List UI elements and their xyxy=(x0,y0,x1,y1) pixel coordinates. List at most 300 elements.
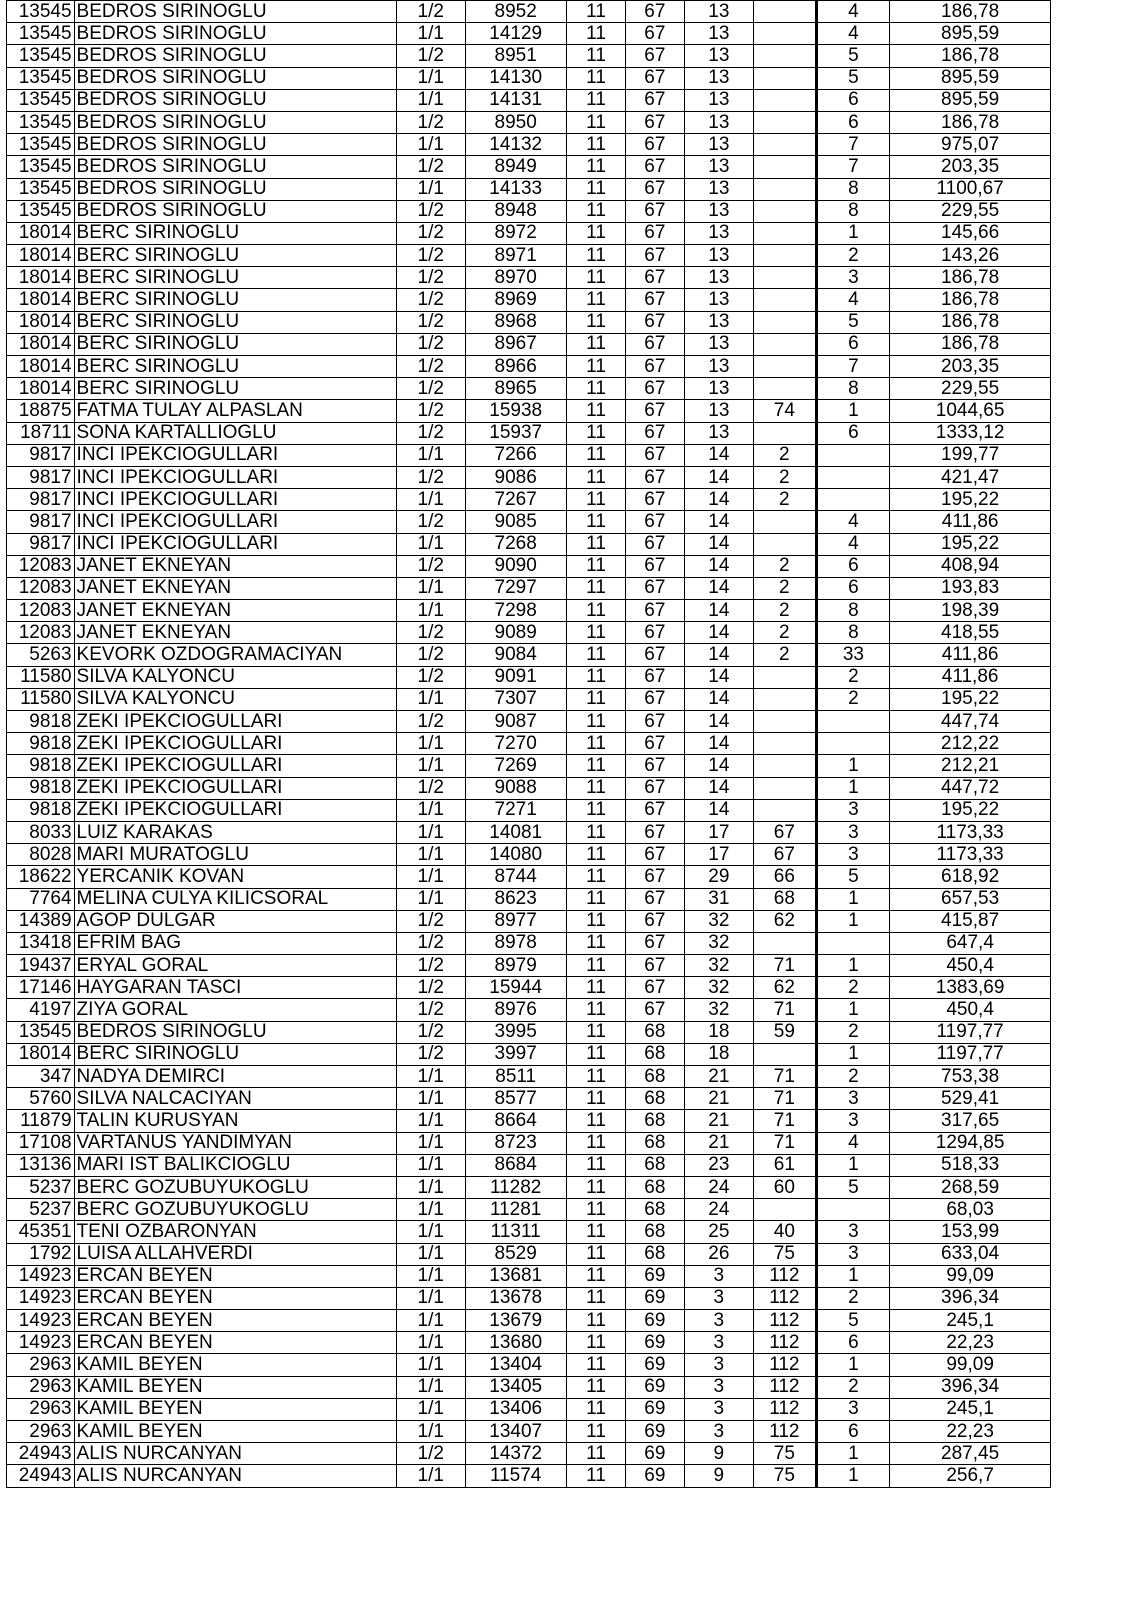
parcel-number-cell: 9086 xyxy=(465,466,566,488)
table-row xyxy=(7,222,1051,244)
parcel-number-cell: 8966 xyxy=(465,356,566,378)
parcel-number-cell: 8972 xyxy=(465,222,566,244)
share-cell: 1/1 xyxy=(396,444,465,466)
zone-cell: 11 xyxy=(566,1465,625,1487)
table-row xyxy=(7,910,1051,932)
section-cell: 13 xyxy=(684,111,754,133)
lot-cell: 1 xyxy=(816,400,890,422)
share-cell: 1/1 xyxy=(396,1376,465,1398)
owner-name-cell: KAMIL BEYEN xyxy=(74,1354,396,1376)
plot-cell xyxy=(754,1199,816,1221)
amount-cell: 1173,33 xyxy=(890,821,1051,843)
amount-cell: 1173,33 xyxy=(890,844,1051,866)
zone-cell: 11 xyxy=(566,1443,625,1465)
owner-name-cell: JANET EKNEYAN xyxy=(74,555,396,577)
owner-name-cell: HAYGARAN TASCI xyxy=(74,977,396,999)
amount-cell: 447,72 xyxy=(890,777,1051,799)
block-cell: 67 xyxy=(626,577,684,599)
plot-cell xyxy=(754,111,816,133)
record-id-cell: 9818 xyxy=(7,711,75,733)
lot-cell: 1 xyxy=(816,1043,890,1065)
record-id-cell: 45351 xyxy=(7,1221,75,1243)
block-cell: 67 xyxy=(626,489,684,511)
amount-cell: 1333,12 xyxy=(890,422,1051,444)
zone-cell: 11 xyxy=(566,555,625,577)
owner-name-cell: EFRIM BAG xyxy=(74,932,396,954)
table-row xyxy=(7,200,1051,222)
record-id-cell: 24943 xyxy=(7,1443,75,1465)
block-cell: 67 xyxy=(626,622,684,644)
amount-cell: 618,92 xyxy=(890,866,1051,888)
amount-cell: 245,1 xyxy=(890,1398,1051,1420)
owner-name-cell: BERC SIRINOGLU xyxy=(74,267,396,289)
block-cell: 67 xyxy=(626,888,684,910)
owner-name-cell: BEDROS SIRINOGLU xyxy=(74,45,396,67)
zone-cell: 11 xyxy=(566,267,625,289)
zone-cell: 11 xyxy=(566,821,625,843)
block-cell: 68 xyxy=(626,1110,684,1132)
share-cell: 1/1 xyxy=(396,178,465,200)
lot-cell: 8 xyxy=(816,378,890,400)
section-cell: 32 xyxy=(684,955,754,977)
section-cell: 14 xyxy=(684,777,754,799)
block-cell: 67 xyxy=(626,555,684,577)
parcel-number-cell: 8978 xyxy=(465,932,566,954)
lot-cell: 4 xyxy=(816,533,890,555)
amount-cell: 193,83 xyxy=(890,577,1051,599)
share-cell: 1/2 xyxy=(396,422,465,444)
block-cell: 67 xyxy=(626,733,684,755)
parcel-number-cell: 7307 xyxy=(465,688,566,710)
table-row xyxy=(7,622,1051,644)
parcel-number-cell: 8965 xyxy=(465,378,566,400)
block-cell: 67 xyxy=(626,666,684,688)
parcel-number-cell: 14372 xyxy=(465,1443,566,1465)
block-cell: 68 xyxy=(626,1043,684,1065)
parcel-number-cell: 9091 xyxy=(465,666,566,688)
table-row xyxy=(7,1176,1051,1198)
plot-cell xyxy=(754,89,816,111)
record-id-cell: 12083 xyxy=(7,555,75,577)
section-cell: 3 xyxy=(684,1265,754,1287)
amount-cell: 408,94 xyxy=(890,555,1051,577)
share-cell: 1/2 xyxy=(396,1021,465,1043)
record-id-cell: 2963 xyxy=(7,1421,75,1443)
share-cell: 1/1 xyxy=(396,23,465,45)
record-id-cell: 12083 xyxy=(7,600,75,622)
block-cell: 68 xyxy=(626,1132,684,1154)
table-row xyxy=(7,267,1051,289)
record-id-cell: 18711 xyxy=(7,422,75,444)
section-cell: 23 xyxy=(684,1154,754,1176)
plot-cell: 74 xyxy=(754,400,816,422)
zone-cell: 11 xyxy=(566,888,625,910)
owner-name-cell: SILVA KALYONCU xyxy=(74,688,396,710)
section-cell: 13 xyxy=(684,45,754,67)
section-cell: 14 xyxy=(684,711,754,733)
plot-cell: 62 xyxy=(754,910,816,932)
record-id-cell: 347 xyxy=(7,1066,75,1088)
share-cell: 1/1 xyxy=(396,1465,465,1487)
plot-cell: 2 xyxy=(754,622,816,644)
lot-cell: 6 xyxy=(816,577,890,599)
share-cell: 1/2 xyxy=(396,1043,465,1065)
plot-cell: 75 xyxy=(754,1443,816,1465)
amount-cell: 245,1 xyxy=(890,1310,1051,1332)
owner-name-cell: ERCAN BEYEN xyxy=(74,1310,396,1332)
parcel-number-cell: 13407 xyxy=(465,1421,566,1443)
record-id-cell: 14923 xyxy=(7,1310,75,1332)
owner-name-cell: BEDROS SIRINOGLU xyxy=(74,1021,396,1043)
parcel-number-cell: 14080 xyxy=(465,844,566,866)
share-cell: 1/1 xyxy=(396,844,465,866)
table-row xyxy=(7,489,1051,511)
owner-name-cell: BERC SIRINOGLU xyxy=(74,333,396,355)
block-cell: 67 xyxy=(626,688,684,710)
plot-cell: 61 xyxy=(754,1154,816,1176)
parcel-number-cell: 8511 xyxy=(465,1066,566,1088)
lot-cell xyxy=(816,733,890,755)
zone-cell: 11 xyxy=(566,422,625,444)
amount-cell: 1197,77 xyxy=(890,1043,1051,1065)
amount-cell: 895,59 xyxy=(890,89,1051,111)
owner-name-cell: JANET EKNEYAN xyxy=(74,577,396,599)
section-cell: 24 xyxy=(684,1199,754,1221)
parcel-number-cell: 9088 xyxy=(465,777,566,799)
owner-name-cell: MELINA CULYA KILICSORAL xyxy=(74,888,396,910)
section-cell: 21 xyxy=(684,1132,754,1154)
plot-cell: 66 xyxy=(754,866,816,888)
block-cell: 67 xyxy=(626,111,684,133)
lot-cell: 5 xyxy=(816,45,890,67)
zone-cell: 11 xyxy=(566,333,625,355)
plot-cell: 2 xyxy=(754,577,816,599)
block-cell: 68 xyxy=(626,1176,684,1198)
plot-cell xyxy=(754,1,816,23)
zone-cell: 11 xyxy=(566,622,625,644)
block-cell: 67 xyxy=(626,356,684,378)
parcel-number-cell: 7271 xyxy=(465,799,566,821)
lot-cell: 3 xyxy=(816,1398,890,1420)
plot-cell: 62 xyxy=(754,977,816,999)
parcel-number-cell: 8969 xyxy=(465,289,566,311)
share-cell: 1/2 xyxy=(396,622,465,644)
amount-cell: 153,99 xyxy=(890,1221,1051,1243)
lot-cell: 5 xyxy=(816,866,890,888)
parcel-number-cell: 13679 xyxy=(465,1310,566,1332)
zone-cell: 11 xyxy=(566,178,625,200)
record-id-cell: 18014 xyxy=(7,222,75,244)
section-cell: 13 xyxy=(684,178,754,200)
block-cell: 67 xyxy=(626,200,684,222)
zone-cell: 11 xyxy=(566,844,625,866)
parcel-number-cell: 3995 xyxy=(465,1021,566,1043)
section-cell: 13 xyxy=(684,1,754,23)
owner-name-cell: BEDROS SIRINOGLU xyxy=(74,134,396,156)
table-row xyxy=(7,799,1051,821)
share-cell: 1/1 xyxy=(396,1421,465,1443)
table-row xyxy=(7,1310,1051,1332)
block-cell: 67 xyxy=(626,799,684,821)
lot-cell: 8 xyxy=(816,178,890,200)
share-cell: 1/1 xyxy=(396,1243,465,1265)
amount-cell: 22,23 xyxy=(890,1421,1051,1443)
section-cell: 14 xyxy=(684,622,754,644)
block-cell: 68 xyxy=(626,1199,684,1221)
owner-name-cell: BERC SIRINOGLU xyxy=(74,222,396,244)
section-cell: 14 xyxy=(684,799,754,821)
plot-cell: 71 xyxy=(754,1066,816,1088)
plot-cell: 2 xyxy=(754,444,816,466)
section-cell: 14 xyxy=(684,466,754,488)
zone-cell: 11 xyxy=(566,1310,625,1332)
record-id-cell: 18014 xyxy=(7,245,75,267)
block-cell: 67 xyxy=(626,777,684,799)
record-id-cell: 19437 xyxy=(7,955,75,977)
plot-cell xyxy=(754,245,816,267)
record-id-cell: 12083 xyxy=(7,622,75,644)
zone-cell: 11 xyxy=(566,1066,625,1088)
plot-cell: 59 xyxy=(754,1021,816,1043)
block-cell: 67 xyxy=(626,932,684,954)
section-cell: 13 xyxy=(684,333,754,355)
block-cell: 67 xyxy=(626,333,684,355)
block-cell: 68 xyxy=(626,1021,684,1043)
share-cell: 1/1 xyxy=(396,1110,465,1132)
record-id-cell: 8033 xyxy=(7,821,75,843)
parcel-number-cell: 13681 xyxy=(465,1265,566,1287)
share-cell: 1/1 xyxy=(396,1354,465,1376)
lot-cell: 1 xyxy=(816,1354,890,1376)
zone-cell: 11 xyxy=(566,1398,625,1420)
plot-cell xyxy=(754,356,816,378)
plot-cell xyxy=(754,711,816,733)
lot-cell xyxy=(816,1199,890,1221)
zone-cell: 11 xyxy=(566,23,625,45)
lot-cell: 5 xyxy=(816,1310,890,1332)
owner-name-cell: BEDROS SIRINOGLU xyxy=(74,178,396,200)
block-cell: 67 xyxy=(626,289,684,311)
lot-cell: 8 xyxy=(816,622,890,644)
lot-cell: 1 xyxy=(816,1443,890,1465)
amount-cell: 418,55 xyxy=(890,622,1051,644)
block-cell: 67 xyxy=(626,23,684,45)
lot-cell: 2 xyxy=(816,688,890,710)
section-cell: 21 xyxy=(684,1110,754,1132)
lot-cell: 2 xyxy=(816,977,890,999)
table-row xyxy=(7,711,1051,733)
zone-cell: 11 xyxy=(566,1332,625,1354)
amount-cell: 317,65 xyxy=(890,1110,1051,1132)
parcel-number-cell: 8951 xyxy=(465,45,566,67)
record-id-cell: 18875 xyxy=(7,400,75,422)
share-cell: 1/2 xyxy=(396,777,465,799)
record-id-cell: 9818 xyxy=(7,799,75,821)
table-row xyxy=(7,378,1051,400)
block-cell: 67 xyxy=(626,821,684,843)
section-cell: 24 xyxy=(684,1176,754,1198)
lot-cell: 4 xyxy=(816,511,890,533)
share-cell: 1/1 xyxy=(396,1221,465,1243)
section-cell: 14 xyxy=(684,600,754,622)
lot-cell: 4 xyxy=(816,289,890,311)
block-cell: 67 xyxy=(626,711,684,733)
owner-name-cell: KAMIL BEYEN xyxy=(74,1376,396,1398)
share-cell: 1/1 xyxy=(396,1088,465,1110)
section-cell: 17 xyxy=(684,821,754,843)
zone-cell: 11 xyxy=(566,577,625,599)
amount-cell: 657,53 xyxy=(890,888,1051,910)
plot-cell: 2 xyxy=(754,644,816,666)
plot-cell xyxy=(754,222,816,244)
zone-cell: 11 xyxy=(566,156,625,178)
amount-cell: 195,22 xyxy=(890,489,1051,511)
plot-cell xyxy=(754,378,816,400)
table-row xyxy=(7,245,1051,267)
zone-cell: 11 xyxy=(566,1088,625,1110)
table-row xyxy=(7,666,1051,688)
share-cell: 1/2 xyxy=(396,666,465,688)
block-cell: 68 xyxy=(626,1154,684,1176)
record-id-cell: 13545 xyxy=(7,1,75,23)
record-id-cell: 13418 xyxy=(7,932,75,954)
section-cell: 13 xyxy=(684,311,754,333)
parcel-number-cell: 7298 xyxy=(465,600,566,622)
table-row xyxy=(7,511,1051,533)
owner-name-cell: ERYAL GORAL xyxy=(74,955,396,977)
owner-name-cell: TENI OZBARONYAN xyxy=(74,1221,396,1243)
block-cell: 68 xyxy=(626,1088,684,1110)
zone-cell: 11 xyxy=(566,600,625,622)
record-id-cell: 18014 xyxy=(7,378,75,400)
lot-cell xyxy=(816,932,890,954)
plot-cell: 71 xyxy=(754,1110,816,1132)
block-cell: 67 xyxy=(626,67,684,89)
section-cell: 13 xyxy=(684,267,754,289)
table-row xyxy=(7,111,1051,133)
zone-cell: 11 xyxy=(566,222,625,244)
share-cell: 1/2 xyxy=(396,356,465,378)
plot-cell: 71 xyxy=(754,955,816,977)
parcel-number-cell: 8723 xyxy=(465,1132,566,1154)
table-row xyxy=(7,1332,1051,1354)
lot-cell: 3 xyxy=(816,844,890,866)
plot-cell xyxy=(754,178,816,200)
share-cell: 1/1 xyxy=(396,1398,465,1420)
property-records-table xyxy=(6,0,1051,1488)
section-cell: 13 xyxy=(684,23,754,45)
zone-cell: 11 xyxy=(566,111,625,133)
plot-cell: 112 xyxy=(754,1287,816,1309)
table-row xyxy=(7,1376,1051,1398)
zone-cell: 11 xyxy=(566,1154,625,1176)
zone-cell: 11 xyxy=(566,444,625,466)
lot-cell: 3 xyxy=(816,1110,890,1132)
section-cell: 21 xyxy=(684,1088,754,1110)
amount-cell: 186,78 xyxy=(890,333,1051,355)
plot-cell: 67 xyxy=(754,821,816,843)
record-id-cell: 13545 xyxy=(7,1021,75,1043)
owner-name-cell: KAMIL BEYEN xyxy=(74,1398,396,1420)
table-row xyxy=(7,134,1051,156)
owner-name-cell: ZEKI IPEKCIOGULLARI xyxy=(74,733,396,755)
parcel-number-cell: 3997 xyxy=(465,1043,566,1065)
section-cell: 3 xyxy=(684,1354,754,1376)
parcel-number-cell: 7266 xyxy=(465,444,566,466)
section-cell: 14 xyxy=(684,577,754,599)
parcel-number-cell: 8952 xyxy=(465,1,566,23)
block-cell: 69 xyxy=(626,1354,684,1376)
amount-cell: 199,77 xyxy=(890,444,1051,466)
lot-cell: 3 xyxy=(816,1243,890,1265)
table-row xyxy=(7,156,1051,178)
record-id-cell: 18014 xyxy=(7,289,75,311)
amount-cell: 99,09 xyxy=(890,1265,1051,1287)
section-cell: 21 xyxy=(684,1066,754,1088)
section-cell: 9 xyxy=(684,1465,754,1487)
plot-cell: 75 xyxy=(754,1243,816,1265)
parcel-number-cell: 9089 xyxy=(465,622,566,644)
plot-cell xyxy=(754,932,816,954)
record-id-cell: 13545 xyxy=(7,200,75,222)
owner-name-cell: NADYA DEMIRCI xyxy=(74,1066,396,1088)
block-cell: 67 xyxy=(626,755,684,777)
share-cell: 1/1 xyxy=(396,1265,465,1287)
plot-cell: 60 xyxy=(754,1176,816,1198)
record-id-cell: 7764 xyxy=(7,888,75,910)
parcel-number-cell: 11282 xyxy=(465,1176,566,1198)
share-cell: 1/2 xyxy=(396,111,465,133)
lot-cell: 7 xyxy=(816,156,890,178)
parcel-number-cell: 9090 xyxy=(465,555,566,577)
owner-name-cell: BERC SIRINOGLU xyxy=(74,356,396,378)
owner-name-cell: ZEKI IPEKCIOGULLARI xyxy=(74,799,396,821)
zone-cell: 11 xyxy=(566,45,625,67)
table-row xyxy=(7,955,1051,977)
parcel-number-cell: 8976 xyxy=(465,999,566,1021)
owner-name-cell: ALIS NURCANYAN xyxy=(74,1443,396,1465)
owner-name-cell: INCI IPEKCIOGULLARI xyxy=(74,466,396,488)
owner-name-cell: ZEKI IPEKCIOGULLARI xyxy=(74,711,396,733)
plot-cell: 112 xyxy=(754,1265,816,1287)
amount-cell: 421,47 xyxy=(890,466,1051,488)
plot-cell xyxy=(754,511,816,533)
owner-name-cell: ZEKI IPEKCIOGULLARI xyxy=(74,777,396,799)
zone-cell: 11 xyxy=(566,1176,625,1198)
table-row xyxy=(7,1421,1051,1443)
share-cell: 1/2 xyxy=(396,156,465,178)
zone-cell: 11 xyxy=(566,67,625,89)
plot-cell xyxy=(754,311,816,333)
owner-name-cell: BERC SIRINOGLU xyxy=(74,311,396,333)
plot-cell: 112 xyxy=(754,1398,816,1420)
share-cell: 1/1 xyxy=(396,1310,465,1332)
amount-cell: 1044,65 xyxy=(890,400,1051,422)
table-row xyxy=(7,1465,1051,1487)
block-cell: 67 xyxy=(626,422,684,444)
lot-cell: 6 xyxy=(816,89,890,111)
record-id-cell: 2963 xyxy=(7,1376,75,1398)
zone-cell: 11 xyxy=(566,1043,625,1065)
section-cell: 14 xyxy=(684,755,754,777)
table-row xyxy=(7,866,1051,888)
block-cell: 69 xyxy=(626,1421,684,1443)
parcel-number-cell: 8950 xyxy=(465,111,566,133)
block-cell: 67 xyxy=(626,511,684,533)
section-cell: 13 xyxy=(684,156,754,178)
lot-cell: 5 xyxy=(816,311,890,333)
share-cell: 1/2 xyxy=(396,400,465,422)
